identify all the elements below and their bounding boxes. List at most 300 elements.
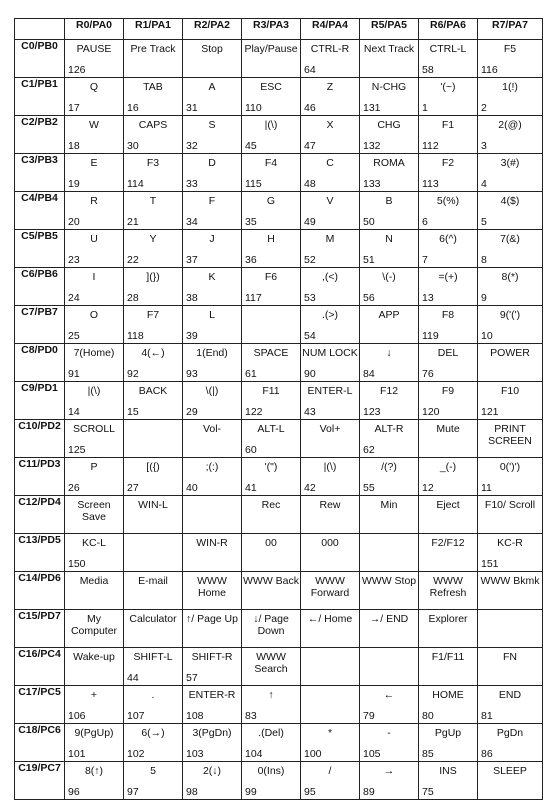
key-cell <box>124 572 183 610</box>
key-code: 22 <box>127 254 139 266</box>
key-label: SCROLL <box>72 423 115 435</box>
key-cell <box>65 40 124 78</box>
key-label: 5 <box>150 765 156 777</box>
key-code: 34 <box>186 216 198 228</box>
key-code: 84 <box>363 368 375 380</box>
key-code: 11 <box>481 482 492 494</box>
table-row <box>15 116 543 154</box>
key-code: 56 <box>363 292 375 304</box>
key-label: Stop <box>201 43 223 55</box>
key-cell <box>301 496 360 534</box>
key-cell <box>419 572 478 610</box>
key-label: 2(@) <box>498 119 522 131</box>
table-row <box>15 344 543 382</box>
row-header: C18/PC6 <box>15 724 65 762</box>
key-cell <box>65 724 124 762</box>
key-label: 3(PgDn) <box>192 727 232 739</box>
column-header: R1/PA1 <box>124 19 183 40</box>
key-code: 117 <box>245 292 262 304</box>
key-cell <box>242 648 301 686</box>
key-label: HOME <box>432 689 464 701</box>
key-label: KC-R <box>497 537 523 549</box>
header-row <box>15 19 543 40</box>
key-label: F7 <box>146 309 160 321</box>
key-label: 5(%) <box>436 195 460 207</box>
key-label: ESC <box>260 81 282 93</box>
key-label <box>242 306 300 309</box>
key-code: 42 <box>304 482 316 494</box>
key-cell <box>301 762 360 800</box>
key-label: ENTER-L <box>307 385 353 397</box>
key-code: 126 <box>68 64 86 76</box>
key-cell <box>478 192 543 230</box>
key-label: BACK <box>138 385 168 397</box>
key-label: '(~) <box>440 81 456 93</box>
table-row <box>15 648 543 686</box>
key-label: /(?) <box>381 461 397 473</box>
key-cell <box>65 78 124 116</box>
key-code: 106 <box>68 710 86 722</box>
key-label: Rew <box>319 499 341 511</box>
key-cell <box>301 154 360 192</box>
key-cell <box>301 458 360 496</box>
key-cell <box>183 154 242 192</box>
key-code: 27 <box>127 482 139 494</box>
key-cell <box>360 306 419 344</box>
key-code: 35 <box>245 216 257 228</box>
key-code: 57 <box>186 672 198 684</box>
table-row <box>15 154 543 192</box>
key-label: Media <box>79 575 109 587</box>
row-header: C7/PB7 <box>15 306 65 344</box>
key-cell <box>65 306 124 344</box>
key-cell <box>65 762 124 800</box>
key-label: F2 <box>441 157 455 169</box>
key-cell <box>124 762 183 800</box>
key-label: M <box>325 233 335 245</box>
key-code: 93 <box>186 368 198 380</box>
key-code: 108 <box>186 710 204 722</box>
key-code: 47 <box>304 140 316 152</box>
key-code: 6 <box>422 216 428 228</box>
key-label: - <box>387 727 391 739</box>
key-code: 39 <box>186 330 198 342</box>
key-code: 104 <box>245 748 263 760</box>
row-header: C19/PC7 <box>15 762 65 800</box>
key-cell <box>242 610 301 648</box>
key-cell <box>360 230 419 268</box>
key-cell <box>124 382 183 420</box>
key-label: END <box>498 689 522 701</box>
key-code: 20 <box>68 216 80 228</box>
key-cell <box>478 230 543 268</box>
key-label: Eject <box>436 499 460 511</box>
key-cell <box>242 306 301 344</box>
key-label: Vol- <box>202 423 222 435</box>
key-code: 115 <box>245 178 262 190</box>
key-cell <box>65 116 124 154</box>
key-label: '(") <box>264 461 278 473</box>
key-code: 9 <box>481 292 487 304</box>
key-code: 92 <box>127 368 139 380</box>
key-label: F3 <box>146 157 160 169</box>
key-label: 9(PgUp) <box>74 727 114 739</box>
key-code: 52 <box>304 254 316 266</box>
key-cell <box>419 40 478 78</box>
key-cell <box>124 344 183 382</box>
key-label: POWER <box>490 347 530 359</box>
key-code: 99 <box>245 786 257 798</box>
key-label: J <box>209 233 215 245</box>
key-cell <box>478 686 543 724</box>
key-label: 000 <box>321 537 339 549</box>
key-code: 96 <box>68 786 80 798</box>
row-header: C12/PD4 <box>15 496 65 534</box>
key-code: 32 <box>186 140 198 152</box>
key-code: 60 <box>245 444 257 456</box>
key-cell <box>183 572 242 610</box>
table-row <box>15 420 543 458</box>
key-label: [({) <box>146 461 160 473</box>
key-label: / <box>328 765 332 777</box>
key-code: 64 <box>304 64 316 76</box>
key-cell <box>360 268 419 306</box>
key-cell <box>65 230 124 268</box>
key-cell <box>478 382 543 420</box>
key-cell <box>301 230 360 268</box>
key-code: 46 <box>304 102 316 114</box>
key-code: 83 <box>245 710 257 722</box>
key-label: WIN-L <box>138 499 168 511</box>
key-code: 37 <box>186 254 198 266</box>
key-label: R <box>90 195 98 207</box>
key-label: U <box>90 233 98 245</box>
key-cell <box>419 762 478 800</box>
key-cell <box>65 420 124 458</box>
key-label: F8 <box>441 309 455 321</box>
key-cell <box>124 724 183 762</box>
key-label: ↑ <box>268 689 274 701</box>
key-label: 3(#) <box>500 157 520 169</box>
key-label: * <box>327 727 333 739</box>
key-cell <box>360 572 419 610</box>
key-cell <box>183 496 242 534</box>
key-cell <box>301 572 360 610</box>
key-code: 80 <box>422 710 434 722</box>
key-label: I <box>92 271 96 283</box>
key-code: 13 <box>422 292 434 304</box>
key-code: 45 <box>245 140 257 152</box>
key-cell <box>360 724 419 762</box>
key-label: F10/ Scroll <box>484 499 536 511</box>
key-cell <box>301 534 360 572</box>
row-header: C4/PB4 <box>15 192 65 230</box>
key-cell <box>419 344 478 382</box>
key-label: F2/F12 <box>431 537 465 549</box>
key-cell <box>360 344 419 382</box>
key-code: 100 <box>304 748 322 760</box>
key-label: F9 <box>441 385 455 397</box>
key-code: 118 <box>127 330 144 342</box>
key-label: INS <box>439 765 457 777</box>
key-code: 43 <box>304 406 316 418</box>
key-label: CTRL-L <box>429 43 467 55</box>
key-cell <box>360 192 419 230</box>
key-label: 8(↑) <box>84 765 104 777</box>
key-cell <box>478 78 543 116</box>
key-cell <box>242 116 301 154</box>
key-code: 81 <box>481 710 493 722</box>
key-label: WWW Refresh <box>429 575 467 599</box>
key-code: 151 <box>481 558 499 570</box>
key-cell <box>183 192 242 230</box>
key-label: . <box>151 689 155 701</box>
key-cell <box>183 230 242 268</box>
table-row <box>15 382 543 420</box>
key-code: 4 <box>481 178 487 190</box>
key-label: 4(←) <box>141 347 165 359</box>
key-label: ](}) <box>146 271 160 283</box>
key-code: 8 <box>481 254 487 266</box>
key-label <box>360 534 418 537</box>
key-cell <box>124 154 183 192</box>
key-code: 2 <box>481 102 487 114</box>
key-label: SHIFT-L <box>133 651 173 663</box>
key-cell <box>183 78 242 116</box>
key-label: ;(:) <box>205 461 219 473</box>
key-cell <box>478 116 543 154</box>
key-code: 15 <box>127 406 139 418</box>
key-cell <box>183 268 242 306</box>
key-label: 4($) <box>500 195 520 207</box>
key-label: F6 <box>264 271 278 283</box>
key-cell <box>242 40 301 78</box>
key-cell <box>301 306 360 344</box>
key-code: 110 <box>245 102 262 114</box>
key-label <box>183 496 241 499</box>
key-cell <box>419 192 478 230</box>
key-label: =(+) <box>438 271 458 283</box>
key-cell <box>478 154 543 192</box>
key-code: 14 <box>68 406 80 418</box>
key-label: Q <box>89 81 99 93</box>
key-cell <box>183 116 242 154</box>
key-label <box>301 648 359 651</box>
key-cell <box>124 648 183 686</box>
key-label: Min <box>380 499 398 511</box>
key-label: F11 <box>262 385 280 397</box>
key-label: Wake-up <box>73 651 115 663</box>
key-cell <box>183 762 242 800</box>
key-code: 1 <box>422 102 428 114</box>
key-code: 114 <box>127 178 144 190</box>
key-label: → <box>383 765 395 777</box>
key-label: Pre Track <box>130 43 176 55</box>
key-code: 85 <box>422 748 434 760</box>
key-label: 6(→) <box>141 727 165 739</box>
key-label: 2(↓) <box>202 765 222 777</box>
key-code: 7 <box>422 254 428 266</box>
key-code: 102 <box>127 748 145 760</box>
key-code: 51 <box>363 254 375 266</box>
column-header: R6/PA6 <box>419 19 478 40</box>
key-label: Y <box>149 233 157 245</box>
key-code: 123 <box>363 406 381 418</box>
key-label: + <box>90 689 98 701</box>
key-cell <box>478 496 543 534</box>
key-code: 53 <box>304 292 316 304</box>
key-code: 95 <box>304 786 316 798</box>
key-cell <box>124 192 183 230</box>
key-code: 41 <box>245 482 257 494</box>
key-label <box>301 686 359 689</box>
key-code: 31 <box>186 102 198 114</box>
key-cell <box>301 610 360 648</box>
key-label: N-CHG <box>371 81 407 93</box>
key-cell <box>419 534 478 572</box>
key-cell <box>301 40 360 78</box>
key-cell <box>419 268 478 306</box>
key-label: \(|) <box>205 385 219 397</box>
key-label: Calculator <box>129 613 177 625</box>
key-label: H <box>267 233 275 245</box>
key-cell <box>183 610 242 648</box>
key-label: 7(&) <box>500 233 520 245</box>
key-cell <box>65 458 124 496</box>
key-label: ↓/ Page Down <box>253 613 289 637</box>
row-header: C3/PB3 <box>15 154 65 192</box>
key-cell <box>301 116 360 154</box>
key-cell <box>242 724 301 762</box>
key-cell <box>419 382 478 420</box>
key-cell <box>242 496 301 534</box>
key-label: 1(!) <box>502 81 518 93</box>
key-code: 101 <box>68 748 86 760</box>
key-code: 133 <box>363 178 381 190</box>
key-label: ROMA <box>373 157 405 169</box>
key-cell <box>478 420 543 458</box>
key-code: 10 <box>481 330 493 342</box>
key-label: KC-L <box>82 537 106 549</box>
key-label: .(>) <box>321 309 339 321</box>
key-code: 98 <box>186 786 198 798</box>
key-code: 12 <box>422 482 434 494</box>
key-cell <box>360 154 419 192</box>
table-row <box>15 496 543 534</box>
key-cell <box>478 610 543 648</box>
key-label: .(Del) <box>258 727 284 739</box>
column-header: R7/PA7 <box>478 19 543 40</box>
key-code: 40 <box>186 482 198 494</box>
key-label: WWW Forward <box>310 575 350 599</box>
key-label: My Computer <box>70 613 118 637</box>
key-label: F4 <box>264 157 278 169</box>
key-label: 0(')') <box>499 461 521 473</box>
key-cell <box>301 382 360 420</box>
key-cell <box>183 648 242 686</box>
key-cell <box>242 762 301 800</box>
key-cell <box>301 268 360 306</box>
table-row <box>15 458 543 496</box>
key-code: 16 <box>127 102 139 114</box>
key-code: 61 <box>245 368 257 380</box>
key-cell <box>301 420 360 458</box>
key-cell <box>419 154 478 192</box>
key-cell <box>183 420 242 458</box>
key-label: WIN-R <box>196 537 228 549</box>
key-cell <box>360 458 419 496</box>
table-row <box>15 724 543 762</box>
key-cell <box>360 610 419 648</box>
key-cell <box>478 268 543 306</box>
key-label: F12 <box>379 385 399 397</box>
key-code: 132 <box>363 140 381 152</box>
key-cell <box>301 648 360 686</box>
table-row <box>15 268 543 306</box>
key-label: Z <box>326 81 334 93</box>
key-code: 3 <box>481 140 487 152</box>
key-cell <box>65 686 124 724</box>
key-cell <box>65 344 124 382</box>
key-cell <box>242 268 301 306</box>
key-cell <box>478 762 543 800</box>
key-cell <box>360 40 419 78</box>
key-code: 112 <box>422 140 439 152</box>
key-label: ALT-L <box>257 423 285 435</box>
key-cell <box>124 78 183 116</box>
key-label: WWW Search <box>254 651 288 675</box>
key-cell <box>124 496 183 534</box>
key-cell <box>301 344 360 382</box>
key-label: F <box>208 195 216 207</box>
key-label: E-mail <box>138 575 168 587</box>
key-label: PgUp <box>434 727 462 739</box>
key-cell <box>419 458 478 496</box>
key-code: 55 <box>363 482 375 494</box>
key-cell <box>183 306 242 344</box>
key-cell <box>242 420 301 458</box>
key-code: 26 <box>68 482 80 494</box>
row-header: C16/PC4 <box>15 648 65 686</box>
key-label: F1 <box>441 119 455 131</box>
key-label: 00 <box>265 537 277 549</box>
key-code: 79 <box>363 710 375 722</box>
key-label: |(\) <box>264 119 278 131</box>
key-label: Mute <box>436 423 460 435</box>
key-label: 9('(') <box>499 309 521 321</box>
key-label: |(\) <box>87 385 101 397</box>
key-cell <box>360 762 419 800</box>
key-code: 150 <box>68 558 86 570</box>
key-label <box>360 648 418 651</box>
key-code: 49 <box>304 216 316 228</box>
key-cell <box>183 686 242 724</box>
table-row <box>15 610 543 648</box>
key-code: 122 <box>245 406 263 418</box>
key-code: 103 <box>186 748 204 760</box>
key-code: 18 <box>68 140 80 152</box>
key-label: A <box>208 81 216 93</box>
row-header: C1/PB1 <box>15 78 65 116</box>
table-row <box>15 192 543 230</box>
key-code: 62 <box>363 444 375 456</box>
key-code: 48 <box>304 178 316 190</box>
key-cell <box>419 306 478 344</box>
key-code: 121 <box>481 406 499 418</box>
key-label: WWW Stop <box>361 575 417 587</box>
key-label: SHIFT-R <box>191 651 233 663</box>
key-code: 19 <box>68 178 80 190</box>
